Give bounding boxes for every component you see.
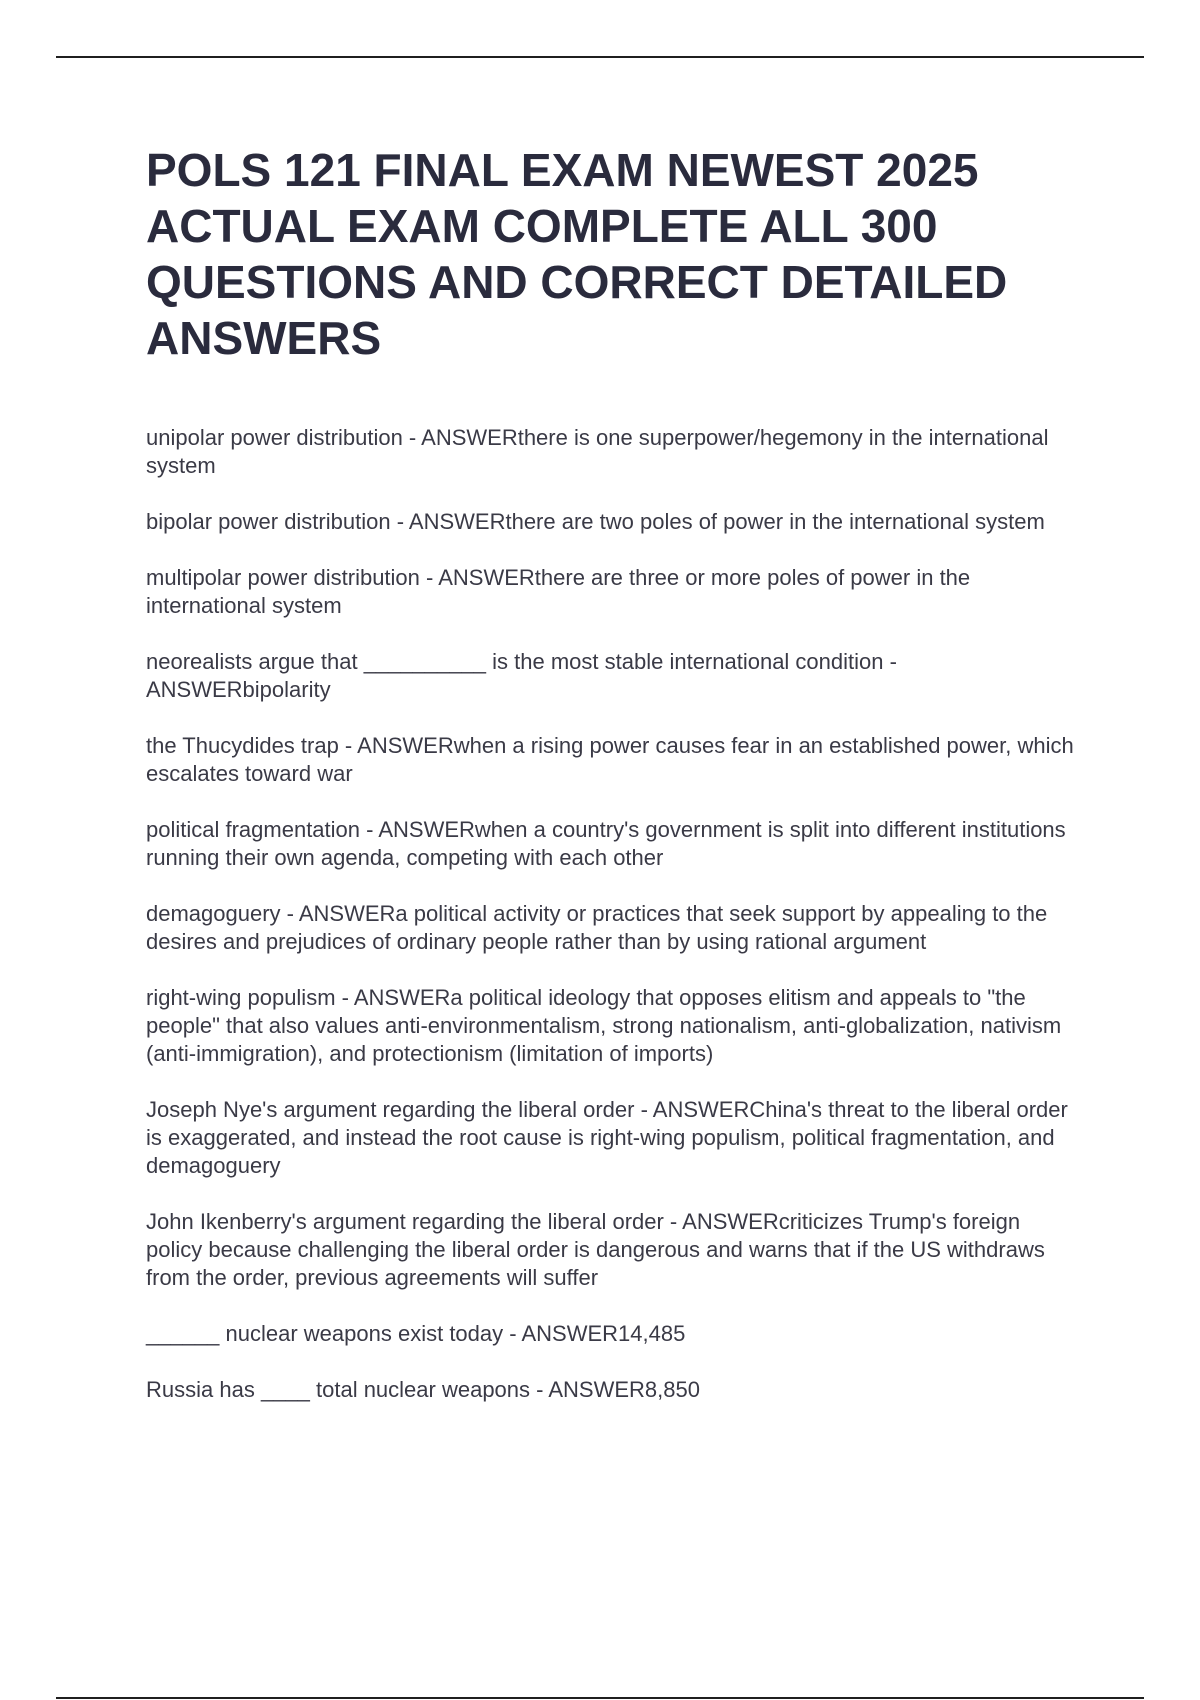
qa-item: neorealists argue that __________ is the most stable international condition - ANSWERbipolarity: [146, 649, 897, 702]
qa-item: multipolar power distribution - ANSWERthere are three or more poles of power in the international system: [146, 565, 971, 618]
qa-item: unipolar power distribution - ANSWERthere is one superpower/hegemony in the international system: [146, 425, 1049, 478]
qa-item: ______ nuclear weapons exist today - ANSWER14,485: [146, 1321, 686, 1346]
qa-item: John Ikenberry's argument regarding the liberal order - ANSWERcriticizes Trump's foreign policy because challenging the liberal order is dangerous and warns that if the US withdraws from the order, previous agreements will suffer: [146, 1209, 1045, 1290]
qa-item: bipolar power distribution - ANSWERthere are two poles of power in the international system: [146, 509, 1045, 534]
qa-item: political fragmentation - ANSWERwhen a country's government is split into different institutions running their own agenda, competing with each other: [146, 817, 1066, 870]
document-title: POLS 121 FINAL EXAM NEWEST 2025 ACTUAL EXAM COMPLETE ALL 300 QUESTIONS AND CORRECT DETAILED ANSWERS: [146, 144, 1008, 364]
top-divider: [56, 56, 1144, 58]
qa-item: the Thucydides trap - ANSWERwhen a rising power causes fear in an established power, which escalates toward war: [146, 733, 1074, 786]
qa-item: demagoguery - ANSWERa political activity or practices that seek support by appealing to the desires and prejudices of ordinary people rather than by using rational argument: [146, 901, 1048, 954]
bottom-divider: [56, 1697, 1144, 1699]
qa-item: right-wing populism - ANSWERa political ideology that opposes elitism and appeals to "the people" that also values anti-environmentalism, strong nationalism, anti-globalization, nativism (anti-immigration), and protectionism (limitation of imports): [146, 985, 1062, 1066]
qa-item: Russia has ____ total nuclear weapons - ANSWER8,850: [146, 1377, 700, 1402]
qa-list: [146, 424, 1076, 1404]
qa-item: Joseph Nye's argument regarding the liberal order - ANSWERChina's threat to the liberal order is exaggerated, and instead the root cause is right-wing populism, political fragmentation, and demagoguery: [146, 1097, 1068, 1178]
page-content: [146, 142, 1076, 1432]
